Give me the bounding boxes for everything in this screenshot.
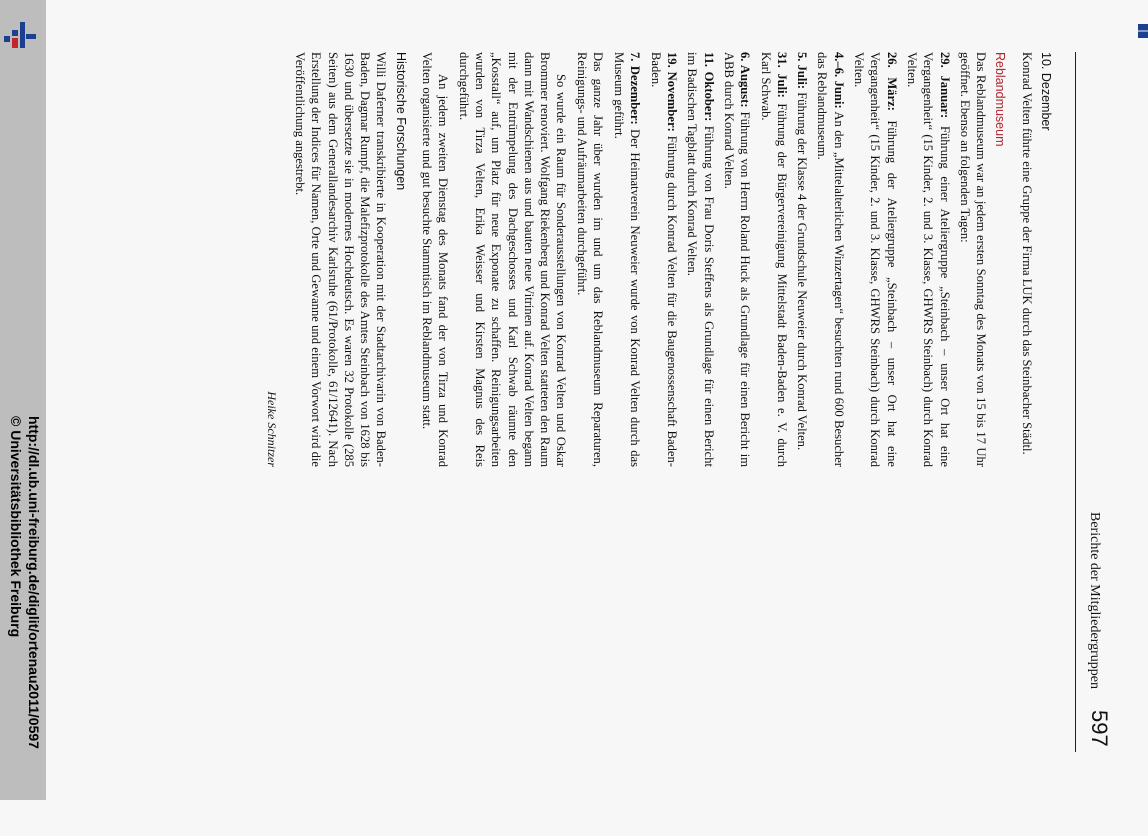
text-column — [607, 52, 1064, 467]
event-date: 4.–6. Juni: — [831, 52, 846, 109]
text-column — [263, 52, 606, 467]
university-logo-icon — [2, 16, 38, 52]
event-entry — [794, 52, 810, 467]
event-entry — [814, 52, 847, 467]
author-signature: Heike Schnitzer — [264, 391, 279, 467]
event-entry — [904, 52, 953, 467]
event-entry — [851, 52, 900, 467]
paragraph: Das ganze Jahr über wurden im und um das Reblandmuseum Reparaturen, Reinigungs- und Aufräumarbeiten durchgeführt. — [574, 52, 605, 467]
event-date: 11. Oktober: — [701, 52, 716, 122]
event-date: 7. Dezember: — [628, 52, 643, 125]
event-text: Führung der Bürgervereinigung Mittelstadt Baden-Baden e. V. durch Karl Schwab. — [758, 52, 789, 467]
paragraph: An jedem zweiten Dienstag des Monats fand der von Tirza und Konrad Velten organisierte und gut besuchte Stammtisch im Reblandmuseum statt. — [420, 52, 451, 467]
page-number: 597 — [1087, 710, 1112, 747]
event-date: 26. März: — [884, 52, 899, 111]
edge-logo-icon — [1138, 24, 1148, 38]
event-date: 5. Juli: — [795, 52, 810, 90]
event-text: Der Heimatverein Neuweier wurde von Konrad Velten durch das Museum geführt. — [612, 52, 643, 467]
event-entry — [647, 52, 680, 467]
running-head — [1075, 52, 1112, 752]
event-text: Führung der Ateliergruppe „Steinbach – unser Ort hat eine Vergangenheit“ (15 Kinder, 2. und 3. Klasse, GHWRS Steinbach) durch Konrad Velten. — [852, 52, 899, 468]
scanned-page-lower — [0, 52, 606, 752]
running-head-title: Berichte der Mitgliedergruppen — [1087, 512, 1102, 690]
event-date: 19. November: — [665, 52, 680, 132]
section-heading: 10. Dezember — [1039, 52, 1053, 131]
event-text: Führung von Herrn Roland Huck als Grundlage für einen Bericht im ABB durch Konrad Velten. — [721, 52, 753, 467]
section-heading: Historische Forschungen — [393, 52, 408, 191]
source-url-link[interactable]: http://dl.ub.uni-freiburg.de/diglit/ortenau2011/0597 — [26, 416, 42, 749]
event-date: 6. August: — [738, 52, 753, 108]
event-date: 29. Januar: — [937, 52, 952, 119]
copyright-notice: © Universitätsbibliothek Freiburg — [8, 416, 24, 638]
event-entry — [611, 52, 644, 467]
paragraph: Willi Daferner transkribierte in Kooperation mit der Stadtarchivarin von Baden-Baden, Dagmar Rumpf, die Malefizprotokolle des Amtes Steinbach von 1628 bis 1630 und übersetzte sie in modernes Hochdeutsch. Es waren 32 Protokolle (285 Seiten) aus dem Generallandesarchiv Karlsruhe (61/Protokolle, 61/12641). Nach Erstellung der Indices für Namen, Orte und Gewanne und einem Vorwort wird die Veröffentlichung angestrebt. — [292, 52, 389, 467]
event-text: Führung durch Konrad Velten für die Baugenossenschaft Baden-Baden. — [648, 52, 680, 467]
event-text: Führung von Frau Doris Steffens als Grundlage für einen Bericht im Badischen Tagblatt durch Konrad Velten. — [685, 52, 716, 467]
event-entry — [757, 52, 790, 467]
event-text: Führung einer Ateliergruppe „Steinbach – unser Ort hat eine Vergangenheit“ (15 Kinder, 2. und 3. Klasse, GHWRS Steinbach) durch Konrad Velten. — [904, 52, 952, 467]
event-text: Führung der Klasse 4 der Grundschule Neuweier durch Konrad Velten. — [795, 89, 810, 451]
event-entry — [721, 52, 754, 467]
event-date: 31. Juli: — [774, 52, 789, 98]
event-text: An den „Mittelalterlichen Winzertagen“ besuchten rund 600 Besucher das Reblandmuseum. — [815, 52, 846, 467]
paragraph: So wurde ein Raum für Sonderausstellungen von Konrad Velten und Oskar Brommer renoviert. Wolfgang Riekenberg und Konrad Velten statteten den Raum dann mit Wandschienen aus und bauten neue Vitrinen auf. Konrad Velten begann mit der Entrümpelung des Dachgeschosses und Karl Schwab räumte den „Kosstall“ auf, um Platz für neue Exponate zu schaffen. Reinigungsarbeiten wurden von Tirza Velten, Erika Weisser und Kirsten Magnus des Reis durchgeführt. — [456, 52, 569, 467]
event-entry — [684, 52, 717, 467]
section-heading: Reblandmuseum — [993, 52, 1008, 147]
paragraph: Konrad Velten führte eine Gruppe der Firma LUK durch das Steinbacher Städtl. — [1019, 52, 1034, 455]
paragraph: Das Reblandmuseum war an jedem ersten Sonntag des Monats von 15 bis 17 Uhr geöffnet. Ebenso an folgenden Tagen: — [957, 52, 989, 467]
